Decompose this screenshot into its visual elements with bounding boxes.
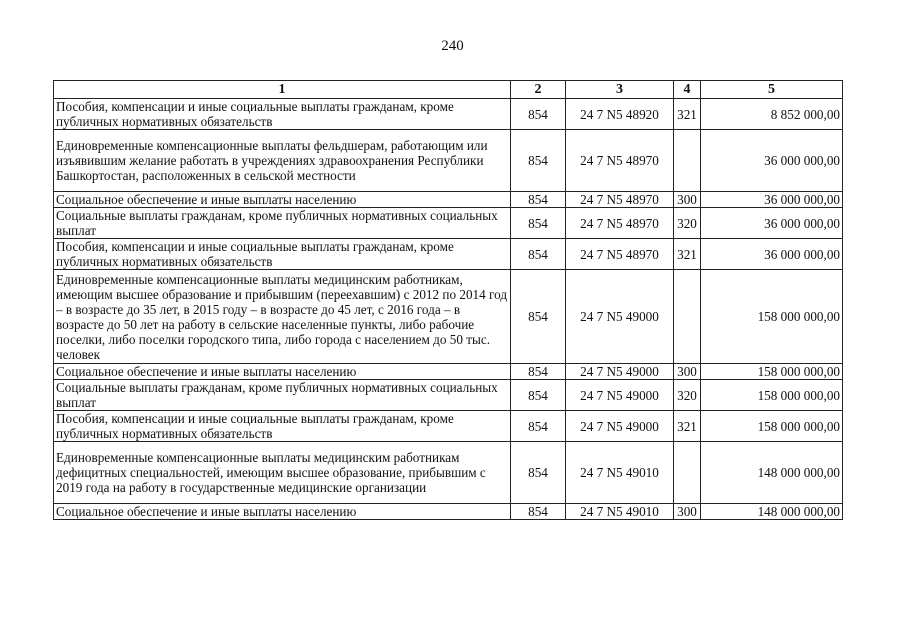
table-row (54, 239, 843, 270)
row-ministry-code: 854 (511, 442, 566, 504)
row-amount: 36 000 000,00 (701, 239, 843, 270)
row-target-article: 24 7 N5 49000 (566, 270, 674, 364)
row-name: Единовременные компенсационные выплаты медицинским работникам, имеющим высшее образование и прибывшим (переехавшим) с 2012 по 2014 год – в возрасте до 35 лет, в 2015 году – в возрасте до 45 лет, с 2016 года – в возрасте до 50 лет на работу в сельские населенные пункты, либо рабочие поселки, либо поселки городского типа, либо города с населением до 50 тыс. человек (54, 270, 511, 364)
row-ministry-code: 854 (511, 192, 566, 208)
header-col-4: 4 (674, 81, 701, 99)
row-name: Социальные выплаты гражданам, кроме публичных нормативных социальных выплат (54, 380, 511, 411)
table-row (54, 270, 843, 364)
header-col-1: 1 (54, 81, 511, 99)
row-expense-type (674, 270, 701, 364)
table-row (54, 380, 843, 411)
header-col-5: 5 (701, 81, 843, 99)
header-col-2: 2 (511, 81, 566, 99)
row-ministry-code: 854 (511, 270, 566, 364)
row-expense-type: 320 (674, 380, 701, 411)
row-target-article: 24 7 N5 48920 (566, 99, 674, 130)
row-name: Социальные выплаты гражданам, кроме публичных нормативных социальных выплат (54, 208, 511, 239)
table-row (54, 130, 843, 192)
table-row (54, 208, 843, 239)
row-expense-type: 321 (674, 411, 701, 442)
row-target-article: 24 7 N5 49000 (566, 380, 674, 411)
row-target-article: 24 7 N5 49000 (566, 411, 674, 442)
table-row (54, 504, 843, 520)
row-ministry-code: 854 (511, 99, 566, 130)
row-target-article: 24 7 N5 49010 (566, 504, 674, 520)
row-amount: 158 000 000,00 (701, 380, 843, 411)
row-name: Пособия, компенсации и иные социальные выплаты гражданам, кроме публичных нормативных обязательств (54, 99, 511, 130)
table-row (54, 364, 843, 380)
table-row (54, 411, 843, 442)
row-name: Пособия, компенсации и иные социальные выплаты гражданам, кроме публичных нормативных обязательств (54, 411, 511, 442)
row-ministry-code: 854 (511, 208, 566, 239)
row-ministry-code: 854 (511, 130, 566, 192)
row-amount: 158 000 000,00 (701, 364, 843, 380)
row-amount: 36 000 000,00 (701, 192, 843, 208)
page-number: 240 (441, 38, 464, 54)
row-name: Социальное обеспечение и иные выплаты населению (54, 504, 511, 520)
row-target-article: 24 7 N5 49010 (566, 442, 674, 504)
row-expense-type (674, 130, 701, 192)
row-ministry-code: 854 (511, 239, 566, 270)
table-row (54, 99, 843, 130)
row-amount: 36 000 000,00 (701, 130, 843, 192)
budget-table (53, 80, 843, 520)
row-name: Социальное обеспечение и иные выплаты населению (54, 192, 511, 208)
row-ministry-code: 854 (511, 504, 566, 520)
table-row (54, 192, 843, 208)
row-expense-type: 300 (674, 504, 701, 520)
row-expense-type: 321 (674, 99, 701, 130)
header-col-3: 3 (566, 81, 674, 99)
row-amount: 36 000 000,00 (701, 208, 843, 239)
row-target-article: 24 7 N5 48970 (566, 192, 674, 208)
row-expense-type: 320 (674, 208, 701, 239)
row-target-article: 24 7 N5 48970 (566, 239, 674, 270)
row-target-article: 24 7 N5 48970 (566, 208, 674, 239)
row-amount: 158 000 000,00 (701, 411, 843, 442)
row-ministry-code: 854 (511, 364, 566, 380)
row-amount: 148 000 000,00 (701, 442, 843, 504)
row-expense-type: 300 (674, 364, 701, 380)
row-ministry-code: 854 (511, 411, 566, 442)
row-name: Пособия, компенсации и иные социальные выплаты гражданам, кроме публичных нормативных обязательств (54, 239, 511, 270)
row-amount: 148 000 000,00 (701, 504, 843, 520)
row-ministry-code: 854 (511, 380, 566, 411)
row-expense-type (674, 442, 701, 504)
row-name: Единовременные компенсационные выплаты фельдшерам, работающим или изъявившим желание работать в учреждениях здравоохранения Республики Башкортостан, расположенных в сельской местности (54, 130, 511, 192)
row-target-article: 24 7 N5 49000 (566, 364, 674, 380)
row-target-article: 24 7 N5 48970 (566, 130, 674, 192)
row-amount: 8 852 000,00 (701, 99, 843, 130)
header-row (54, 81, 843, 99)
row-name: Социальное обеспечение и иные выплаты населению (54, 364, 511, 380)
row-amount: 158 000 000,00 (701, 270, 843, 364)
row-name: Единовременные компенсационные выплаты медицинским работникам дефицитных специальностей, имеющим высшее образование, прибывшим с 2019 года на работу в государственные медицинские организации (54, 442, 511, 504)
row-expense-type: 321 (674, 239, 701, 270)
table-row (54, 442, 843, 504)
row-expense-type: 300 (674, 192, 701, 208)
